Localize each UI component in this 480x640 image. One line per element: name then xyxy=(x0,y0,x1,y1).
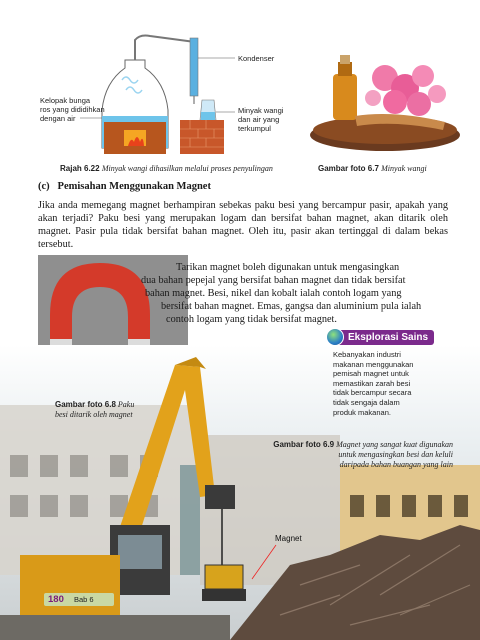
caption-foto-6-7: Gambar foto 6.7 Minyak wangi xyxy=(318,164,427,173)
rose-oil-photo xyxy=(295,40,465,155)
page-number: 180 xyxy=(48,594,64,605)
section-heading: (c) Pemisahan Menggunakan Magnet xyxy=(38,181,211,192)
vapour-tube xyxy=(135,36,195,61)
brick-stand xyxy=(180,120,224,154)
collected-label: Minyak wangi dan air yang terkumpul xyxy=(238,106,284,133)
oil-bottle xyxy=(333,74,357,120)
eksplorasi-sains-title: Eksplorasi Sains xyxy=(330,330,434,345)
globe-icon xyxy=(326,328,344,346)
caption-foto-6-8: Gambar foto 6.8 Paku besi ditarik oleh magnet xyxy=(55,400,135,419)
caption-rajah-6-22: Rajah 6.22 Minyak wangi dihasilkan melalui proses penyulingan xyxy=(60,164,273,173)
distillation-diagram xyxy=(30,30,320,160)
magnet-photo-label: Magnet xyxy=(275,534,302,543)
chapter-label: Bab 6 xyxy=(74,595,94,604)
caption-foto-6-9: Gambar foto 6.9 Magnet yang sangat kuat digunakan untuk mengasingkan besi dan keluli daripada bahan buangan yang lain xyxy=(273,440,453,469)
condenser xyxy=(190,38,198,96)
lifting-magnet xyxy=(205,565,243,589)
condenser-label: Kondenser xyxy=(238,54,275,63)
petals-label: Kelopak bunga ros yang dididihkan dengan air xyxy=(40,96,105,123)
paragraph-intro: Jika anda memegang magnet berhampiran sebekas paku besi yang bercampur pasir, apakah yang akan terjadi? Paku besi yang merupakan logam dan bersifat bahan magnet, akan ditarik oleh magnet. Pasir pula tidak bersifat bahan magnet. Oleh itu, pasir akan tertinggal di dalam bekas tersebut. xyxy=(38,200,448,250)
paragraph-magnet: Tarikan magnet boleh digunakan untuk mengasingkan dua bahan pepejal yang bersifat bahan magnet dan tidak bersifat bahan magnet. Besi, nikel dan kobalt ialah contoh logam yang bersifat bahan magnet. Emas, gangsa dan aluminium pula ialah contoh logam yang tidak bersifat magnet. xyxy=(141,262,422,325)
eksplorasi-sains-text: Kebanyakan industri makanan menggunakan pemisah magnet untuk memastikan zarah besi tidak bercampur secara tidak sengaja dalam produk makanan. xyxy=(333,350,414,417)
